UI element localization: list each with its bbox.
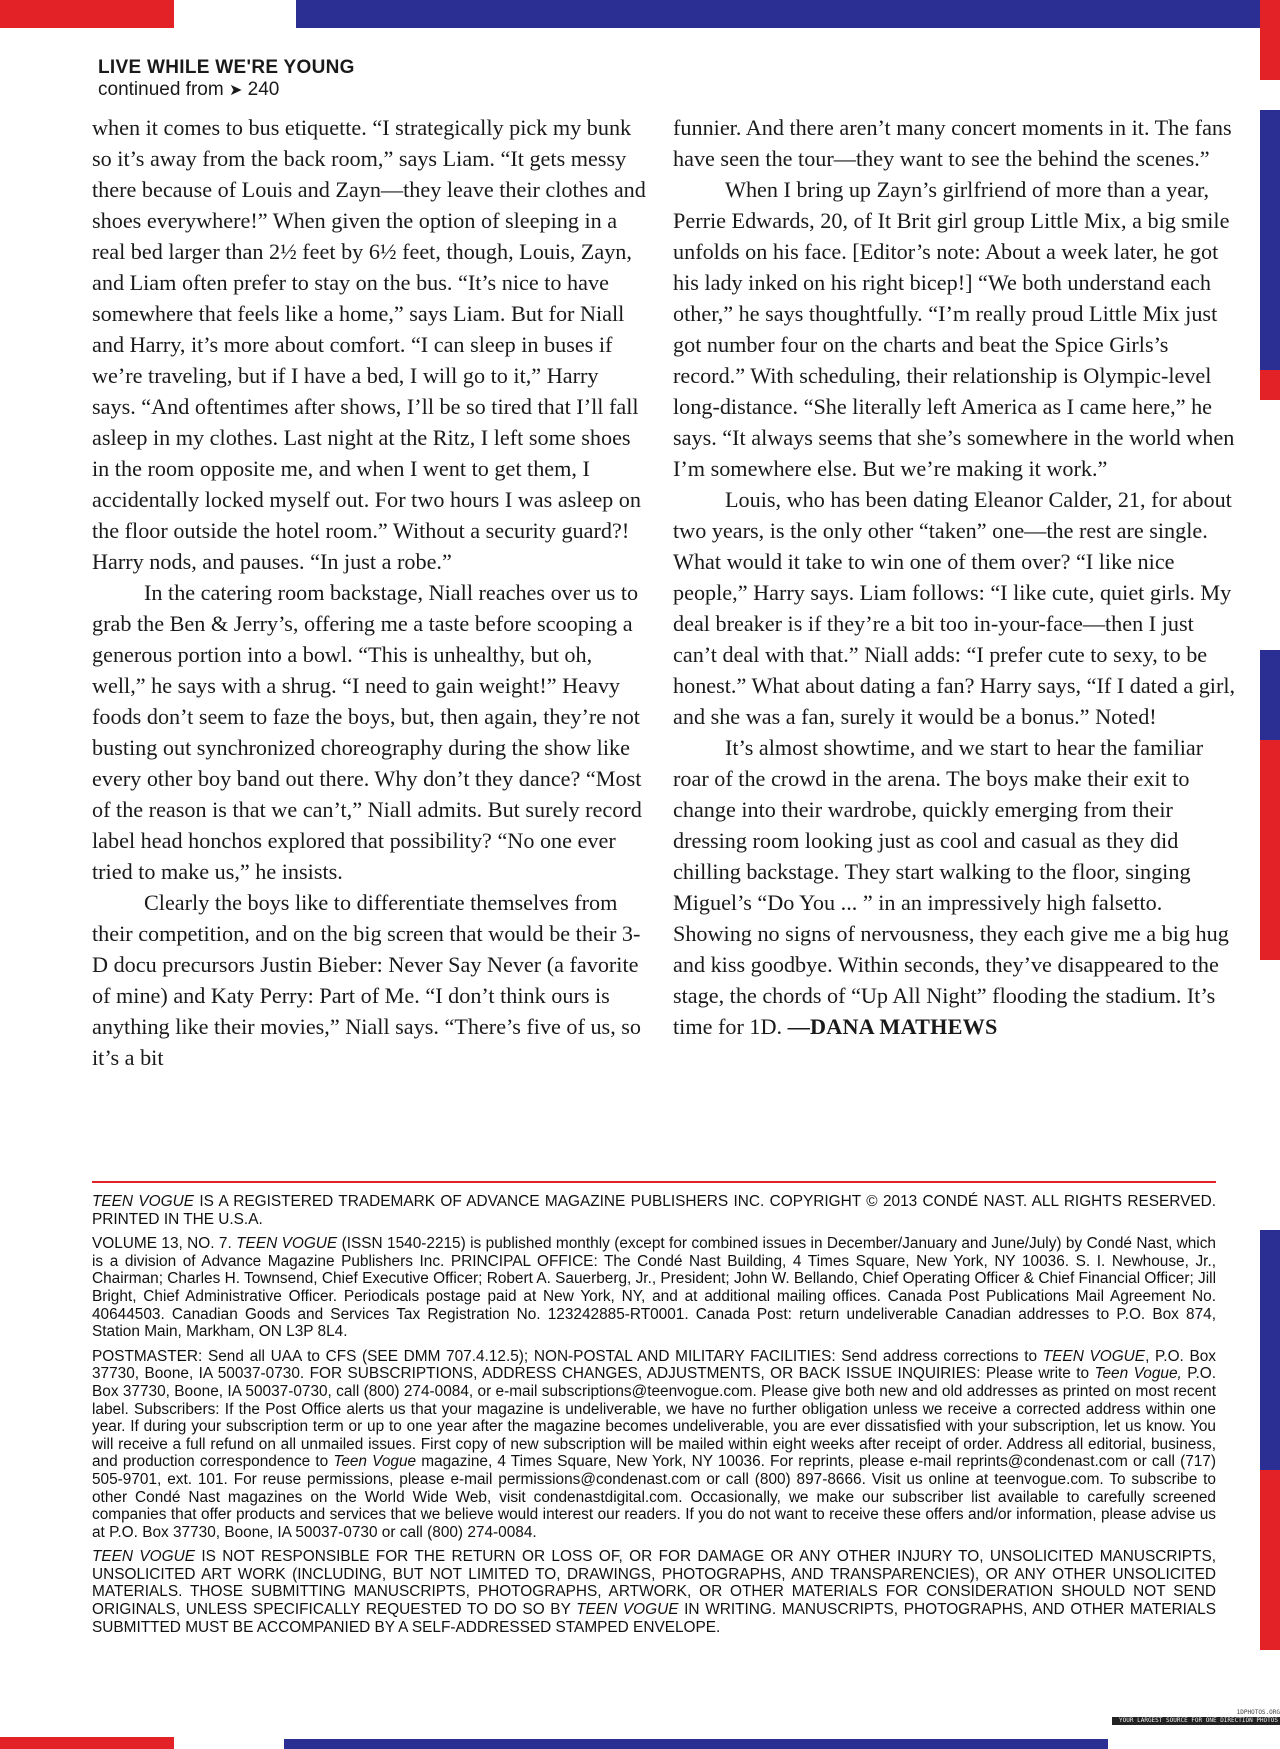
watermark [1112, 1709, 1280, 1725]
article-column-left [92, 112, 647, 1073]
watermark-tagline: YOUR LARGEST SOURCE FOR ONE DIRECTION PHOTOS [1112, 1717, 1280, 1725]
article-paragraph-final [673, 732, 1238, 1042]
brand-title: Teen Vogue [333, 1453, 417, 1471]
flag-edge-blue [1260, 1230, 1280, 1470]
section-kicker: LIVE WHILE WE'RE YOUNG [98, 57, 355, 78]
flag-edge-red [1260, 0, 1280, 80]
divider-rule [92, 1181, 1216, 1183]
brand-name: TEEN VOGUE [92, 1548, 195, 1566]
disclaimer: TEEN VOGUE IS NOT RESPONSIBLE FOR THE RETURN OR LOSS OF, OR FOR DAMAGE OR ANY OTHER INJURY TO, UNSOLICITED MANUSCRIPTS, UNSOLICITED ART WORK (INCLUDING, BUT NOT LIMITED TO, DRAWINGS, PHOTOGRAPHS, AND TRANSPARENCIES), OR ANY OTHER UNSOLICITED MATERIALS. THOSE SUBMITTING MANUSCRIPTS, PHOTOGRAPHS, ARTWORK, OR OTHER MATERIALS FOR CONSIDERATION SHOULD NOT SEND ORIGINALS, UNLESS SPECIFICALLY REQUESTED TO DO SO BY TEEN VOGUE IN WRITING. MANUSCRIPTS, PHOTOGRAPHS, AND OTHER MATERIALS SUBMITTED MUST BE ACCOMPANIED BY A SELF-ADDRESSED STAMPED ENVELOPE. [92, 1548, 1216, 1636]
flag-stripe-blue-top [296, 0, 1280, 28]
article-header [98, 57, 355, 102]
article-paragraph-text: It’s almost showtime, and we start to hear the familiar roar of the crowd in the arena. The boys make their exit to change into their wardrobe, quickly emerging from their dressing room looking just as cool and casual as they did chilling backstage. They start walking to the floor, singing Miguel’s “Do You ... ” in an impressively high falsetto. Showing no signs of nervousness, they each give me a big hug and kiss goodbye. Within seconds, they’ve disappeared to the stage, the chords of “Up All Night” flooding the stadium. It’s time for 1D. [673, 735, 1229, 1039]
flag-edge-blue [1260, 110, 1280, 370]
brand-name: TEEN VOGUE [92, 1193, 195, 1210]
article-column-right [673, 112, 1238, 1042]
flag-edge-red [1260, 740, 1280, 960]
flag-stripe-red-bottom [0, 1737, 174, 1749]
continued-page-number: 240 [247, 79, 280, 100]
article-paragraph: In the catering room backstage, Niall reaches over us to grab the Ben & Jerry’s, offering me a taste before scooping a generous portion into a bowl. “This is unhealthy, but oh, well,” he says with a shrug. “I need to gain weight!” Heavy foods don’t seem to faze the boys, but, then again, they’re not busting out synchronized choreography during the show like every other boy band out there. Why don’t they dance? “Most of the reason is that we can’t,” Niall admits. But surely record label head honchos explored that possibility? “No one ever tried to make us,” he insists. [92, 580, 642, 884]
flag-edge-red [1260, 1470, 1280, 1650]
legal-masthead [92, 1193, 1216, 1643]
article-paragraph: when it comes to bus etiquette. “I strategically pick my bunk so it’s away from the back room,” says Liam. “It gets messy there because of Louis and Zayn—they leave their clothes and shoes everywhere!” When given the option of sleeping in a real bed larger than 2½ feet by 6½ feet, though, Louis, Zayn, and Liam often prefer to stay on the bus. “It’s nice to have somewhere that feels like a home,” says Liam. But for Niall and Harry, it’s more about comfort. “I can sleep in buses if we’re traveling, but if I have a bed, I will go to it,” Harry says. “And oftentimes after shows, I’ll be so tired that I’ll fall asleep in my clothes. Last night at the Ritz, I left some shoes in the room opposite me, and when I went to get them, I accidentally locked myself out. For two hours I was asleep on the floor outside the hotel room.” Without a security guard?! Harry nods, and pauses. “In just a robe.” [92, 115, 646, 574]
continued-from-line [98, 79, 355, 102]
brand-name: TEEN VOGUE [1042, 1347, 1146, 1365]
byline: —DANA MATHEWS [787, 1014, 998, 1039]
watermark-site: 1DPHOTOS.ORG [1236, 1709, 1280, 1716]
article-paragraph: Clearly the boys like to differentiate themselves from their competition, and on the big screen that would be their 3-D docu precursors Justin Bieber: Never Say Never (a favorite of mine) and Katy Perry: Part of Me. “I don’t think ours is anything like their movies,” Niall says. “There’s five of us, so it’s a bit [92, 890, 642, 1070]
flag-stripe-red-top [0, 0, 174, 28]
flag-edge-blue [1260, 650, 1280, 740]
flag-edge-red [1260, 370, 1280, 400]
brand-name: TEEN VOGUE [576, 1601, 679, 1619]
postmaster-info: POSTMASTER: Send all UAA to CFS (SEE DMM 707.4.12.5); NON-POSTAL AND MILITARY FACILITIES: Send address corrections to TEEN VOGUE, P.O. Box 37730, Boone, IA 50037-0730. FOR SUBSCRIPTIONS, ADDRESS CHANGES, ADJUSTMENTS, OR BACK ISSUE INQUIRIES: Please write to Teen Vogue, P.O. Box 37730, Boone, IA 50037-0730, call (800) 274-0084, or e-mail subscriptions@teenvogue.com. Please give both new and old addresses as printed on most recent label. Subscribers: If the Post Office alerts us that your magazine is undeliverable, we have no further obligation unless we receive a corrected address within one year. If during your subscription term or up to one year after the magazine becomes undeliverable, you are ever dissatisfied with your subscription, let us know. You will receive a full refund on all unmailed issues. First copy of new subscription will be mailed within eight weeks after receipt of order. Address all editorial, business, and production correspondence to Teen Vogue magazine, 4 Times Square, New York, NY 10036. For reprints, please e-mail reprints@condenast.com or call (717) 505-9701, ext. 101. For reuse permissions, please e-mail permissions@condenast.com or call (800) 897-8666. Visit us online at teenvogue.com. To subscribe to other Condé Nast magazines on the World Wide Web, visit condenastdigital.com. Occasionally, we make our subscriber list available to carefully screened companies that offer products and services that we believe would interest our readers. If you do not want to receive these offers and/or information, please advise us at P.O. Box 37730, Boone, IA 50037-0730 or call (800) 274-0084. [92, 1347, 1217, 1541]
article-paragraph: When I bring up Zayn’s girlfriend of more than a year, Perrie Edwards, 20, of It Brit girl group Little Mix, a big smile unfolds on his face. [Editor’s note: About a week later, he got his lady inked on his right bicep!] “We both understand each other,” he says thoughtfully. “I’m really proud Little Mix just got number four on the charts and beat the Spice Girls’s record.” With scheduling, their relationship is Olympic-level long-distance. “She literally left America as I came here,” he says. “It always seems that she’s somewhere in the world when I’m somewhere else. But we’re making it work.” [673, 177, 1235, 481]
publication-info: VOLUME 13, NO. 7. TEEN VOGUE (ISSN 1540-2215) is published monthly (except for combined issues in December/January and June/July) by Condé Nast, which is a division of Advance Magazine Publishers Inc. PRINCIPAL OFFICE: The Condé Nast Building, 4 Times Square, New York, NY 10036. S. I. Newhouse, Jr., Chairman; Charles H. Townsend, Chief Executive Officer; Robert A. Sauerberg, Jr., President; John W. Bellando, Chief Operating Officer & Chief Financial Officer; Jill Bright, Chief Administrative Officer. Periodicals postage paid at New York, NY, and at additional mailing offices. Canada Post Publications Mail Agreement No. 40644503. Canadian Goods and Services Tax Registration No. 123242885-RT0001. Canada Post: return undeliverable Canadian addresses to P.O. Box 874, Station Main, Markham, ON L3P 8L4. [92, 1235, 1216, 1341]
brand-title: Teen Vogue, [1094, 1365, 1182, 1383]
flag-stripe-blue-bottom [284, 1739, 1108, 1749]
continued-label: continued from [98, 79, 224, 100]
brand-name: TEEN VOGUE [236, 1235, 338, 1253]
arrow-right-icon: ➤ [228, 82, 243, 99]
article-paragraph: Louis, who has been dating Eleanor Calder, 21, for about two years, is the only other “taken” one—the rest are single. What would it take to win one of them over? “I like nice people,” Harry says. Liam follows: “I like cute, quiet girls. My deal breaker is if they’re a bit too in-your-face—then I just can’t deal with that.” Niall adds: “I prefer cute to sexy, to be honest.” What about dating a fan? Harry says, “If I dated a girl, and she was a fan, surely it would be a bonus.” Noted! [673, 487, 1236, 729]
trademark-notice: TEEN VOGUE IS A REGISTERED TRADEMARK OF ADVANCE MAGAZINE PUBLISHERS INC. COPYRIGHT © 2013 CONDÉ NAST. ALL RIGHTS RESERVED. PRINTED IN THE U.S.A. [92, 1193, 1216, 1228]
article-paragraph: funnier. And there aren’t many concert moments in it. The fans have seen the tour—they want to see the behind the scenes.” [673, 115, 1232, 171]
